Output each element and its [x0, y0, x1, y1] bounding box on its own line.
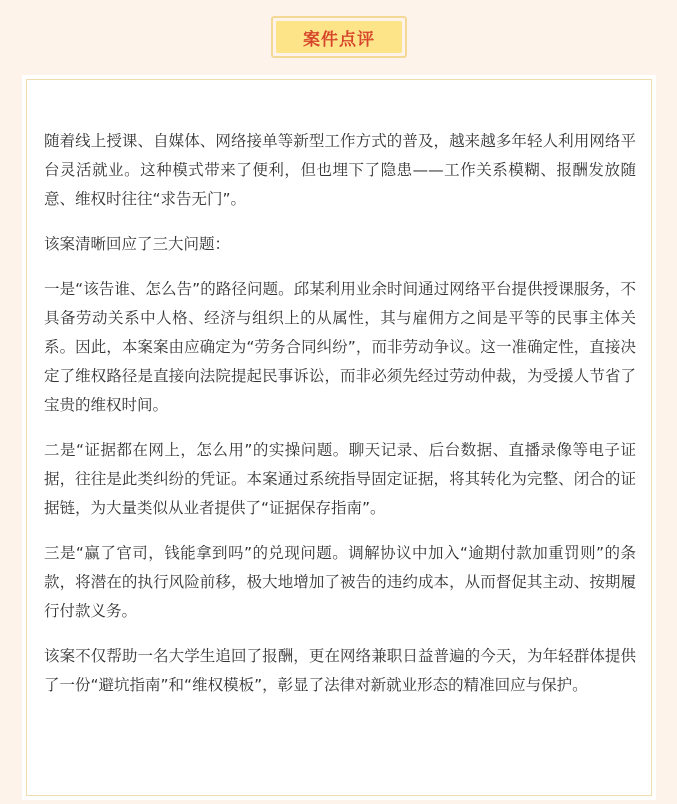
article-paragraph: 三是“赢了官司，钱能拿到吗”的兑现问题。调解协议中加入“逾期付款加重罚则”的条款，将潜在的执行风险前移，极大地增加了被告的违约成本，从而督促其主动、按期履行付款义务。	[44, 544, 636, 620]
section-title-badge	[271, 16, 407, 58]
article-paragraph: 二是“证据都在网上，怎么用”的实操问题。聊天记录、后台数据、直播录像等电子证据，往往是此类纠纷的凭证。本案通过系统指导固定证据，将其转化为完整、闭合的证据链，为大量类似从业者提供了“证据保存指南”。	[44, 441, 636, 517]
article-paragraph: 随着线上授课、自媒体、网络接单等新型工作方式的普及，越来越多年轻人利用网络平台灵活就业。这种模式带来了便利，但也埋下了隐患——工作关系模糊、报酬发放随意、维权时往往“求告无门”。	[44, 132, 636, 208]
article-paragraph: 该案清晰回应了三大问题：	[44, 235, 231, 253]
article-paragraph: 一是“该告谁、怎么告”的路径问题。邱某利用业余时间通过网络平台提供授课服务，不具备劳动关系中人格、经济与组织上的从属性，其与雇佣方之间是平等的民事主体关系。因此，本案案由应确定为“劳务合同纠纷”，而非劳动争议。这一准确定性，直接决定了维权路径是直接向法院提起民事诉讼，而非必须先经过劳动仲裁，为受援人节省了宝贵的维权时间。	[44, 280, 636, 414]
article-paragraph: 该案不仅帮助一名大学生追回了报酬，更在网络兼职日益普遍的今天，为年轻群体提供了一份“避坑指南”和“维权模板”，彰显了法律对新就业形态的精准回应与保护。	[44, 647, 636, 694]
article-card	[22, 75, 656, 800]
article-content	[44, 127, 636, 716]
section-title: 案件点评	[276, 21, 402, 53]
